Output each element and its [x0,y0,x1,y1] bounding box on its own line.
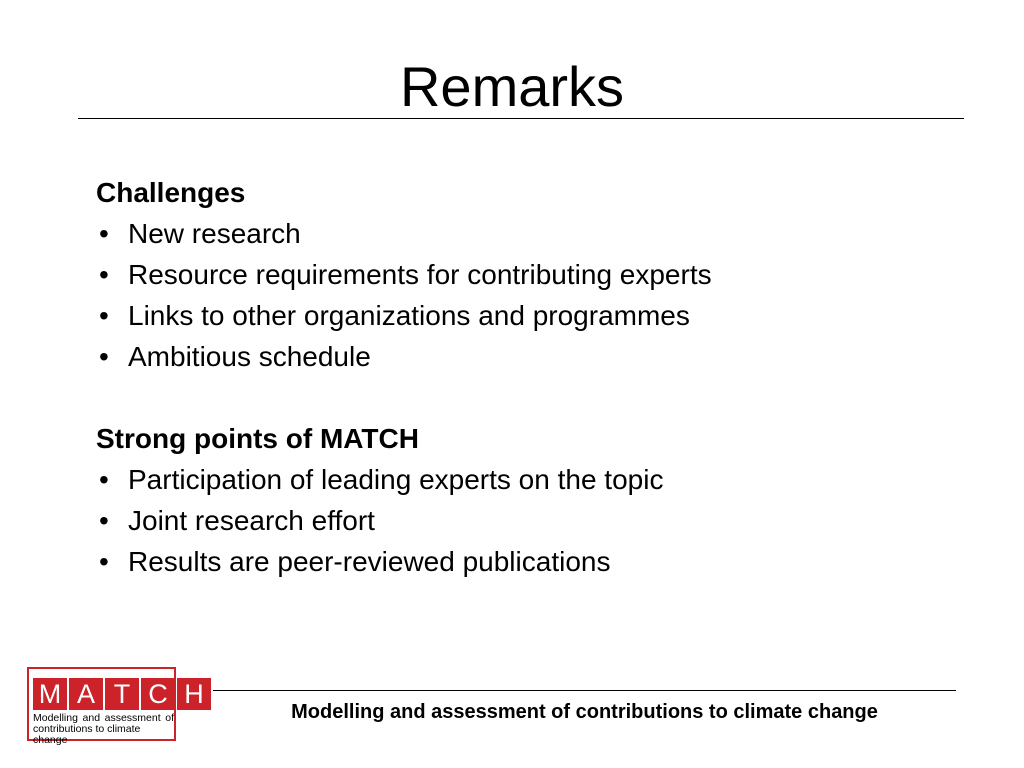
list-item [96,500,956,541]
list-item [96,213,956,254]
bullet-text: Resource requirements for contributing experts [128,259,712,290]
section-spacer [96,377,956,418]
bullet-text: Links to other organizations and programmes [128,300,690,331]
list-item [96,295,956,336]
logo-letter: C [141,678,175,710]
title-divider [78,118,964,119]
logo-letter: T [105,678,139,710]
bullet-icon: • [99,300,109,331]
section-heading-challenges: Challenges [96,177,246,208]
list-item [96,336,956,377]
bullet-icon: • [99,505,109,536]
list-item [96,541,956,582]
slide-title: Remarks [399,55,625,118]
bullet-text: Results are peer-reviewed publications [128,546,611,577]
bullet-text: New research [128,218,301,249]
footer-caption: Modelling and assessment of contributions to climate change [291,701,878,723]
slide-body [96,172,956,582]
bullet-icon: • [99,341,109,372]
logo-subtitle-line: contributions to climate change [33,723,141,746]
section-heading-strong-points: Strong points of MATCH [96,423,419,454]
logo-letter: A [69,678,103,710]
match-logo [27,667,204,746]
logo-letter: M [33,678,67,710]
bullet-icon: • [99,218,109,249]
bullet-icon: • [99,259,109,290]
bullet-icon: • [99,464,109,495]
list-item [96,254,956,295]
list-item [96,459,956,500]
logo-subtitle-line: Modelling and assessment of [33,712,174,724]
bullet-text: Joint research effort [128,505,375,536]
bullet-text: Participation of leading experts on the topic [128,464,664,495]
logo-subtitle [33,713,174,746]
logo-letter: H [177,678,211,710]
bullet-icon: • [99,546,109,577]
bullet-text: Ambitious schedule [128,341,371,372]
footer-divider [213,690,956,691]
logo-letters [33,678,213,710]
